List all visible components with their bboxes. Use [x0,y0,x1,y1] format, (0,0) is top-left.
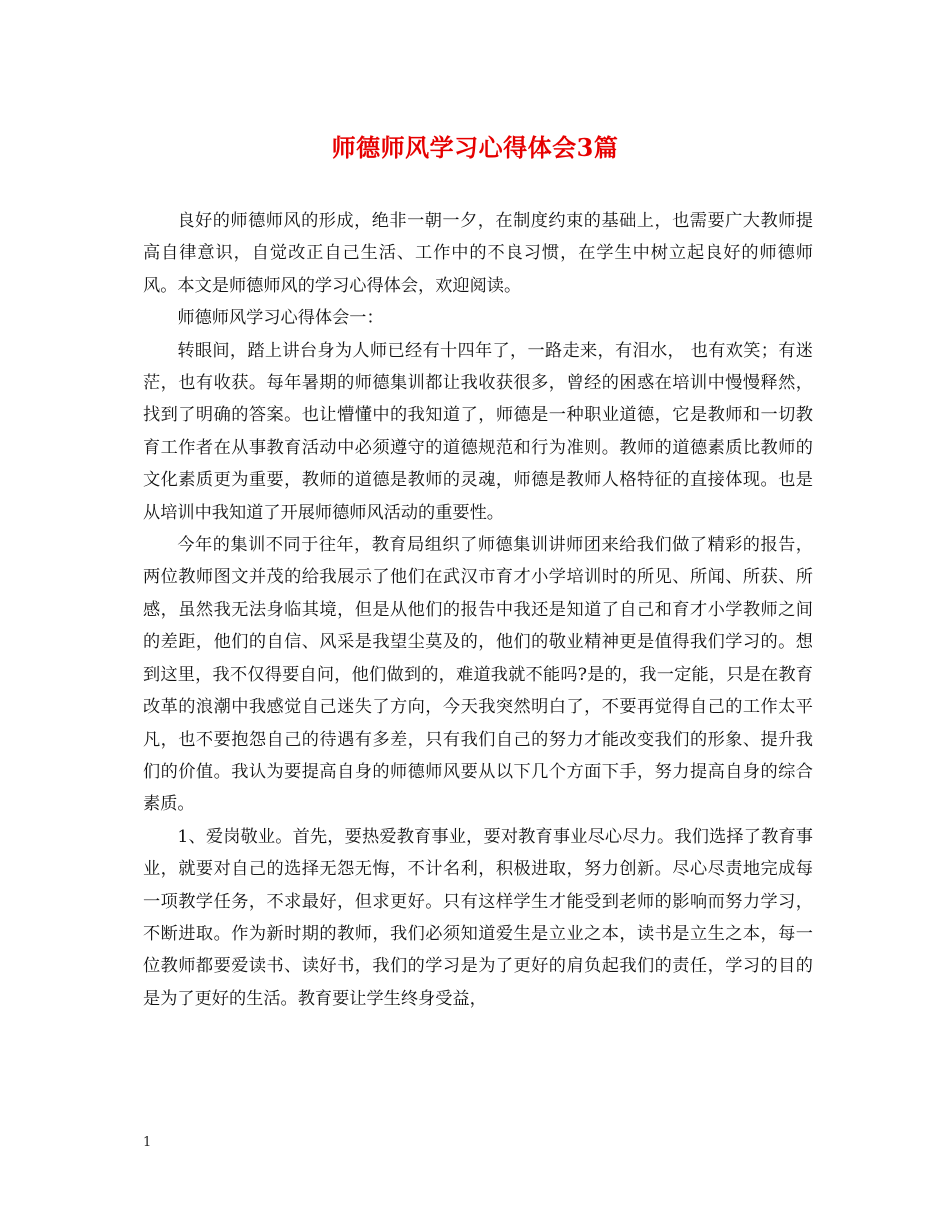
page-number: 1 [143,1135,152,1150]
body-paragraph: 1、爱岗敬业。首先，要热爱教育事业，要对教育事业尽心尽力。我们选择了教育事业，就要对自己的选择无怨无悔，不计名利，积极进取，努力创新。尽心尽责地完成每一项教学任务，不求最好，但求更好。只有这样学生才能受到老师的影响而努力学习，不断进取。作为新时期的教师，我们必须知道爱生是立业之本，读书是立生之本，每一位教师都要爱读书、读好书，我们的学习是为了更好的肩负起我们的责任，学习的目的是为了更好的生活。教育要让学生终身受益， [143,826,813,1009]
body-paragraph: 今年的集训不同于往年，教育局组织了师德集训讲师团来给我们做了精彩的报告，两位教师图文并茂的给我展示了他们在武汉市育才小学培训时的所见、所闻、所获、所感，虽然我无法身临其境，但是从他们的报告中我还是知道了自己和育才小学教师之间的差距，他们的自信、风采是我望尘莫及的，他们的敬业精神更是值得我们学习的。想到这里，我不仅得要自问，他们做到的，难道我就不能吗?是的，我一定能，只是在教育改革的浪潮中我感觉自己迷失了方向，今天我突然明白了，不要再觉得自己的工作太平凡，也不要抱怨自己的待遇有多差，只有我们自己的努力才能改变我们的形象、提升我们的价值。我认为要提高自身的师德师风要从以下几个方面下手，努力提高自身的综合素质。 [143,535,813,815]
body-paragraph: 转眼间，踏上讲台身为人师已经有十四年了，一路走来，有泪水， 也有欢笑；有迷茫，也有收获。每年暑期的师德集训都让我收获很多，曾经的困惑在培训中慢慢释然，找到了明确的答案。也让懵懂中的我知道了，师德是一种职业道德，它是教师和一切教育工作者在从事教育活动中必须遵守的道德规范和行为准则。教师的道德素质比教师的文化素质更为重要，教师的道德是教师的灵魂，师德是教师人格特征的直接体现。也是从培训中我知道了开展师德师风活动的重要性。 [143,340,813,523]
section-heading: 师德师风学习心得体会一： [177,308,384,329]
document-body [143,205,813,1015]
document-title: 师德师风学习心得体会3篇 [331,133,619,162]
intro-paragraph: 良好的师德师风的形成，绝非一朝一夕，在制度约束的基础上，也需要广大教师提高自律意识，自觉改正自己生活、工作中的不良习惯，在学生中树立起良好的师德师风。本文是师德师风的学习心得体会，欢迎阅读。 [143,211,813,296]
